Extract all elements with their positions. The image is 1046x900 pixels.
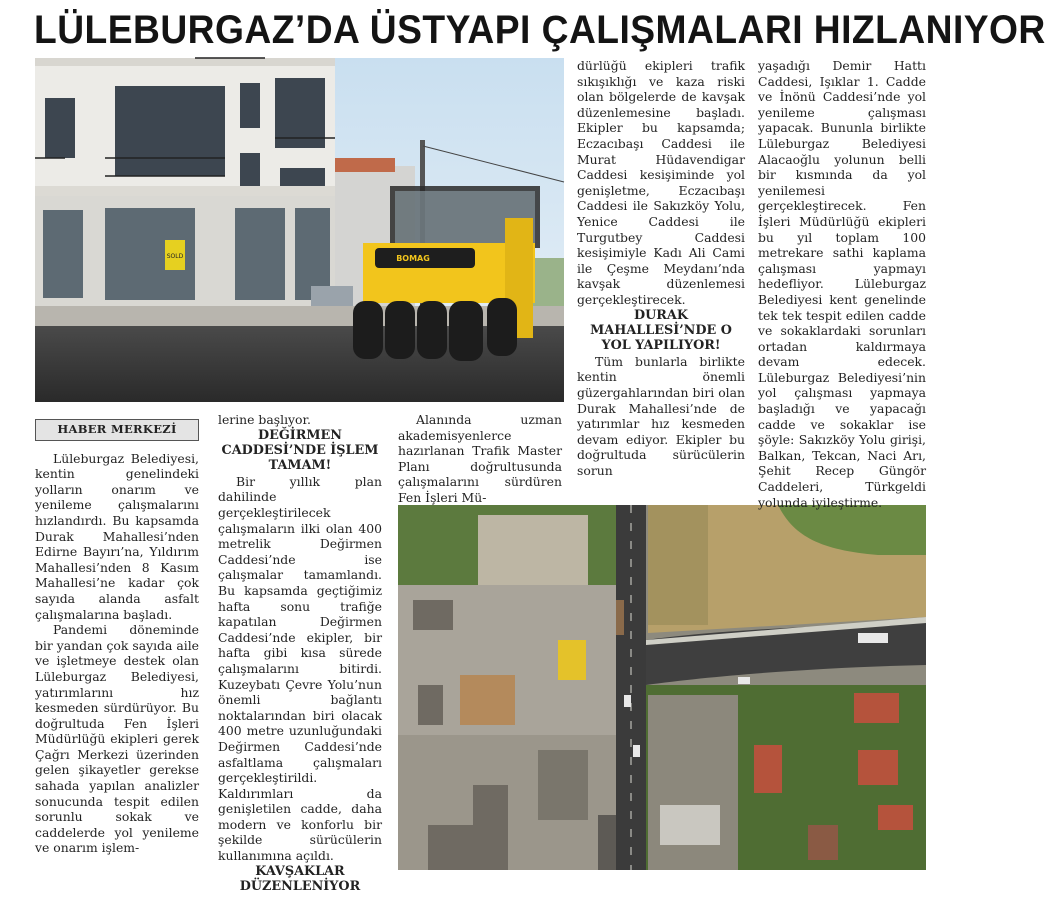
col4-paragraph-1: dürlüğü ekipleri trafik sıkışıklığı ve kaza riski olan bölgelerde de kavşak düzenlemesine başladı. Ekipler bu kapsamda; Eczacıbaşı Caddesi ile Murat Hüdavendigar Caddesi kesişiminde yol genişletme, Eczacıbaşı Caddesi ile Sakızköy Yolu, Yenice Caddesi ile Turgutbey Caddesi kesişimiyle Kadı Ali Cami ile Çeşme Meydanı’nda kavşak düzenlemesi gerçekleştirecek. [577,58,745,307]
col3-paragraph-1: Alanında uzman akademisyenlerce hazırlanan Trafik Master Planı doğrultusunda çalışmalarını sürdüren Fen İşleri Mü- [398,412,562,505]
col4-paragraph-2: Tüm bunlarla birlikte kentin önemli güzergahlarından biri olan Durak Mahallesi’nde de yatırımlar hız kesmeden devam ediyor. Ekipler bu doğrultuda sürücülerin sorun [577,353,745,478]
col5-paragraph-1: yaşadığı Demir Hattı Caddesi, Işıklar 1. Cadde ve İnönü Caddesi’nde yol yenileme çalışması yapacak. Bununla birlikte Lüleburgaz Belediyesi Alacaoğlu yolunun belli bir kısmında da yol yenilemesi gerçekleştirecek. Fen İşleri Müdürlüğü ekipleri bu yıl toplam 100 metrekare sathi kaplama çalışması yapmayı hedefliyor. Lüleburgaz Belediyesi kent genelinde tek tek tespit edilen cadde ve sokaklardaki sorunları ortadan kaldırmaya devam edecek. Lüleburgaz Belediyesi’nin yol çalışması yapmaya başladığı ve yapacağı cadde ve sokaklar ise şöyle: Sakızköy Yolu girişi, Balkan, Tekcan, Naci Arı, Şehit Recep Güngör Caddeleri, Türkgeldi yolunda iyileştirme. [758,58,926,510]
aerial-construction-photo [398,505,926,870]
article-column-2 [218,412,382,895]
col1-paragraph-2: Pandemi döneminde bir yandan çok sayıda aile ve işletmeye destek olan Lüleburgaz Belediyesi, yatırımlarını hız kesmeden sürdürüyor. Bu doğrultuda Fen İşleri Müdürlüğü ekipleri gerek Çağrı Merkezi üzerinden gelen şikayetler gerekse sahada yapılan analizler sonucunda tespit edilen sorunlu sokak ve caddelerde yol yenileme ve onarım işlem- [35,622,199,856]
byline-box: HABER MERKEZİ [35,419,199,441]
article-column-1 [35,419,199,869]
col2-paragraph-1: lerine başlıyor. [218,412,311,427]
article-column-5 [758,58,926,510]
article-headline: LÜLEBURGAZ’DA ÜSTYAPI ÇALIŞMALARI HIZLANIYOR [34,8,1046,52]
article-column-3 [398,412,562,505]
subheading-degirmen: DEĞİRMEN CADDESİ’NDE İŞLEM TAMAM! [221,427,379,474]
subheading-kavsaklar: KAVŞAKLAR DÜZENLENİYOR [239,863,361,895]
roller-brand-label: BOMAG [396,254,430,263]
col2-paragraph-2: Bir yıllık plan dahilinde gerçekleştirilecek çalışmaların ilki olan 400 metrelik Değirmen Caddesi’nde ise çalışmalar tamamlandı. Bu kapsamda geçtiğimiz hafta sonu trafiğe kapatılan Değirmen Caddesi’nde ekipler, bir hafta gibi kısa sürede çalışmalarını bitirdi. Kuzeybatı Çevre Yolu’nun önemli bağlantı noktalarından biri olacak 400 metre uzunluğundaki Değirmen Caddesi’nde asfaltlama çalışmaları gerçekleştirildi. Kaldırımları da genişletilen cadde, daha modern ve konforlu bir şekilde sürücülerin kullanımına açıldı. [218,473,382,864]
article-column-4 [577,58,745,500]
sold-sign: SOLD [166,253,184,260]
road-roller-photo [35,58,564,402]
col1-paragraph-1: Lüleburgaz Belediyesi, kentin genelindeki yolların onarım ve yenileme çalışmalarını hızlandırdı. Bu kapsamda Durak Mahallesi’nden Edirne Bayırı’na, Yıldırım Mahallesi’nden 8 Kasım Mahallesi’ne kadar çok sayıda alanda asfalt çalışmalarına başladı. [35,450,199,622]
subheading-durak: DURAK MAHALLESİ’NDE O YOL YAPILIYOR! [590,307,732,354]
